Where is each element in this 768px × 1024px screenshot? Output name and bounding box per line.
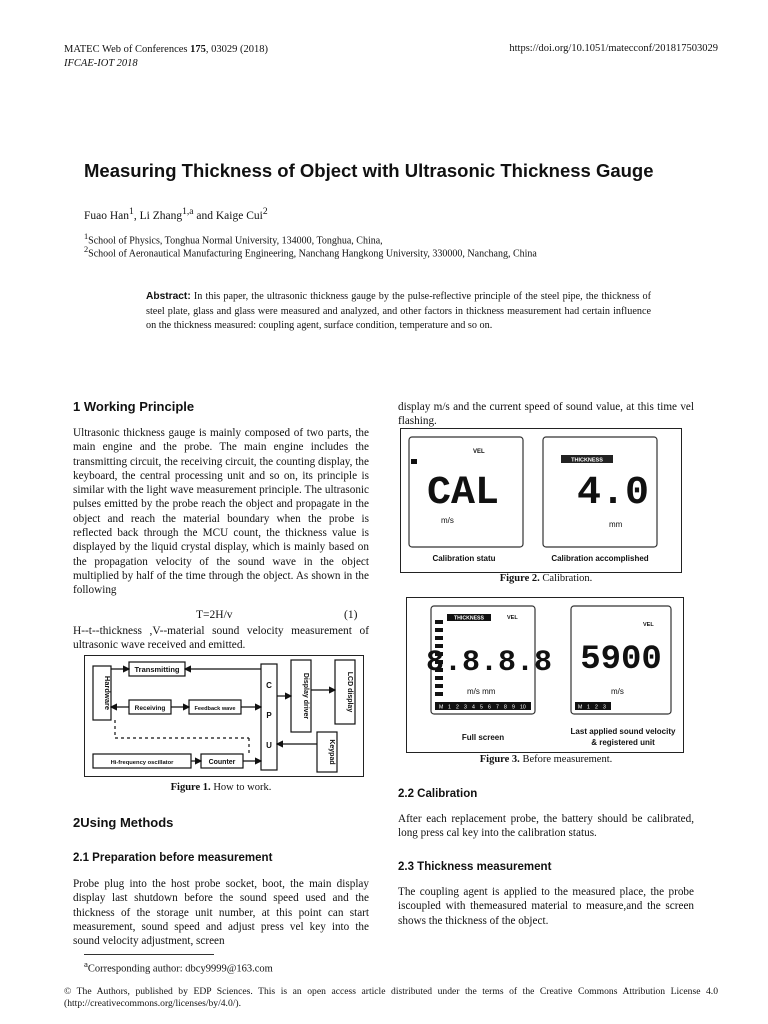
affiliation: $^1$School of Physics, Tonghua Normal University, 134000, Tonghua, China,: [84, 232, 383, 247]
svg-text:9: 9: [512, 704, 515, 711]
equation: T=2H/v: [196, 609, 233, 621]
cpu-letter: P: [266, 711, 272, 720]
lcd-value: CAL: [426, 471, 500, 516]
subsection-2-2-paragraph: After each replacement probe, the battery should be calibrated, long press cal key into the calibration status.: [398, 813, 694, 840]
author-name: Kaige Cui: [215, 209, 263, 222]
subsection-2-3-heading: 2.3 Thickness measurement: [398, 861, 552, 873]
footnote-rule: [84, 954, 214, 955]
section-1-heading: 1 Working Principle: [73, 399, 195, 414]
svg-text:2: 2: [456, 704, 459, 711]
journal-year: (2018): [239, 44, 268, 55]
last-applied-label: Last applied sound velocity & registered unit: [570, 727, 676, 747]
svg-text:4: 4: [472, 704, 475, 711]
article-number: 03029: [211, 44, 238, 55]
section-2-heading: 2Using Methods: [73, 815, 174, 830]
author-affil-sup: 2: [262, 206, 268, 217]
journal-name: MATEC Web of Conferences: [64, 44, 188, 55]
subsection-2-1-paragraph: Probe plug into the host probe socket, boot, the main display display last shutdown before the sound speed used and the thickness of the storage unit number, at this point can start measurement, sound speed and adjust press vel key into the sound velocity adjustment, screen: [73, 878, 369, 948]
svg-text:10: 10: [520, 704, 526, 711]
svg-text:2: 2: [595, 704, 598, 711]
svg-text:3: 3: [464, 704, 467, 711]
vel-indicator: VEL: [473, 449, 485, 455]
author-affil-sup: 1: [129, 206, 134, 217]
figure-1-block-diagram: [84, 655, 364, 777]
lcd-unit: m/s: [611, 687, 624, 696]
running-header: MATEC Web of Conferences 175, 03029 (2018) IFCAE-IOT 2018: [64, 44, 268, 69]
svg-text:3: 3: [603, 704, 606, 711]
svg-text:M: M: [578, 704, 583, 711]
figure-1-caption: Figure 1. How to work.: [170, 782, 272, 793]
abstract-text: In this paper, the ultrasonic thickness gauge by the pulse-reflective principle of the steel pipe, the thickness of steel plate, glass and glass were measured and analyzed, and other factors in thickness measurement had certain influence on the thickness measured: coupling agent, surface condition, temperature and so on.: [146, 291, 651, 332]
lcd-value: 4.0: [576, 471, 650, 516]
paper-title: Measuring Thickness of Object with Ultrasonic Thickness Gauge: [84, 160, 654, 181]
subsection-2-3-paragraph: The coupling agent is applied to the measured place, the probe iscoupled with themeasured material to measure,and the screen shows the thickness of the object.: [398, 886, 694, 927]
oscillator-label: Hi-frequency oscillator: [110, 760, 174, 766]
receiving-label: Receiving: [134, 705, 166, 712]
author-name: Fuao Han: [84, 209, 130, 222]
thickness-badge: THICKNESS: [571, 457, 603, 464]
subsection-2-1-heading: 2.1 Preparation before measurement: [73, 852, 273, 864]
svg-text:6: 6: [488, 704, 491, 711]
author-list: Fuao Han$^1$, Li Zhang$^{1,a}$ and Kaige Cui$^2$: [84, 206, 268, 222]
cpu-letter: C: [266, 681, 272, 690]
svg-text:5: 5: [480, 704, 483, 711]
lcd-label: LCD display: [346, 671, 353, 713]
counter-label: Counter: [208, 759, 236, 766]
svg-text:1: 1: [587, 704, 590, 711]
lcd-unit: m/s: [441, 516, 454, 525]
abstract: [146, 290, 651, 334]
figure-3-caption: Figure 3. Before measurement.: [479, 754, 613, 765]
hardware-label: Hardware: [103, 675, 112, 711]
figure-2-svg: [401, 429, 681, 572]
thickness-badge: THICKNESS: [454, 615, 484, 622]
svg-text:8: 8: [504, 704, 507, 711]
conference-name: IFCAE-IOT 2018: [64, 58, 138, 69]
transmitting-label: Transmitting: [134, 665, 180, 674]
subsection-2-1-continued: display m/s and the current speed of sound value, at this time vel flashing.: [398, 401, 694, 428]
subsection-2-2-heading: 2.2 Calibration: [398, 788, 478, 800]
full-screen-label: Full screen: [461, 733, 505, 742]
calibration-accomplished-label: Calibration accomplished: [551, 554, 649, 563]
svg-text:M: M: [439, 704, 444, 711]
journal-volume: 175: [190, 44, 206, 55]
license-footer: © The Authors, published by EDP Sciences. This is an open access article distributed under the terms of the Creative Commons Attribution License 4.0 (http://creativecommons.org/licenses/by/4.0/).: [64, 986, 718, 1009]
lcd-units: m/s mm: [467, 687, 496, 696]
lcd-unit: mm: [609, 520, 623, 529]
calibration-status-label: Calibration statu: [432, 554, 496, 563]
vel-indicator: VEL: [507, 615, 518, 621]
doi-link[interactable]: https://doi.org/10.1051/matecconf/201817503029: [509, 43, 718, 54]
svg-text:7: 7: [496, 704, 499, 711]
figure-2-caption: Figure 2. Calibration.: [499, 573, 593, 584]
author-name: Li Zhang: [139, 209, 183, 222]
figure-2-calibration: [400, 428, 682, 573]
keypad-label: Keypad: [328, 739, 335, 765]
cpu-letter: U: [266, 741, 272, 750]
vel-indicator: VEL: [643, 622, 654, 628]
svg-text:1: 1: [448, 704, 451, 711]
display-driver-label: Display driver: [302, 672, 309, 720]
equation-note: H--t--thickness ,V--material sound velocity measurement of ultrasonic wave received and emitted.: [73, 625, 369, 652]
abstract-label: Abstract:: [146, 291, 191, 302]
equation-number: (1): [344, 609, 358, 621]
figure-1-svg: [85, 656, 363, 776]
figure-3-before-measurement: [406, 597, 684, 753]
section-1-paragraph: Ultrasonic thickness gauge is mainly composed of two parts, the main engine and the probe. The main engine includes the transmitting circuit, the receiving circuit, the counting display, the keyboard, the central processing unit and so on, its principle is similar with the light wave measurement principle. The ultrasonic pulses emitted by the probe reach the object and propagate in the object and reach the material boundary when the probe is reflected back through the MCU count, the thickness value is displayed by the liquid crystal display, which is mainly based on the propagation velocity of the sound wave in the object multiplied by half of the time through the object. As shown in the following: [73, 427, 369, 597]
feedback-label: Feedback wave: [194, 706, 236, 712]
lcd-value: 5900: [580, 641, 662, 679]
author-affil-sup: 1,a: [182, 206, 194, 217]
affiliation: $^2$School of Aeronautical Manufacturing Engineering, Nanchang Hangkong University, 330000, Nanchang, China: [84, 245, 537, 260]
lcd-value: 8.8.8.8: [425, 646, 553, 680]
corresponding-author-footnote: $^a$Corresponding author: dbcy9999@163.com: [84, 959, 273, 975]
